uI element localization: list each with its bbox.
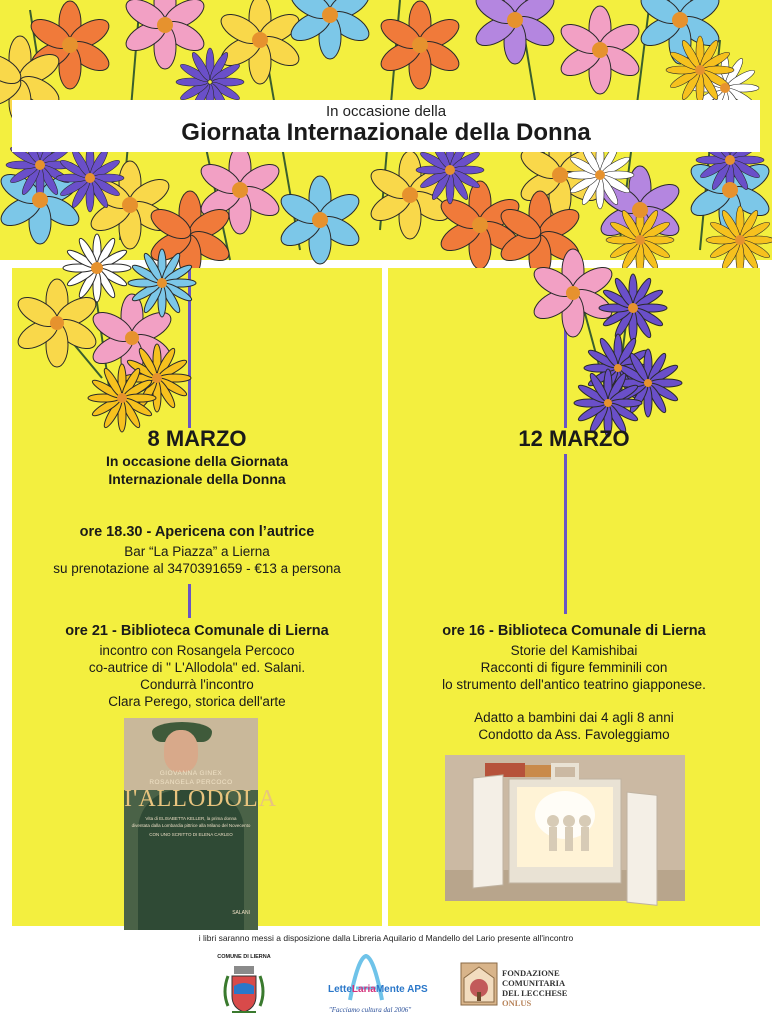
event-apericena-heading: ore 18.30 - Apericena con l’autrice <box>79 524 315 540</box>
left-corner-flowers-icon <box>12 228 192 418</box>
fondazione-line-3: DEL LECCHESE <box>502 988 568 998</box>
fondazione-line-2: COMUNITARIA <box>502 978 566 988</box>
lette-part-3: Mente APS <box>375 984 428 995</box>
book-blurb-2: diventata dalla Lombardia pittrice alla Milano del Novecento <box>131 823 251 828</box>
event-apericena-booking: su prenotazione al 3470391659 - €13 a persona <box>53 561 341 576</box>
lette-part-2: Laria <box>351 984 376 995</box>
kamishibai-theatre-photo <box>445 755 685 901</box>
date-8-marzo: 8 MARZO <box>147 426 247 451</box>
header-subtitle: In occasione della <box>325 103 447 120</box>
event-biblioteca-line-4: Clara Perego, storica dell'arte <box>108 694 286 709</box>
event-kamishibai-line-2: Racconti di figure femminili con <box>480 660 668 675</box>
fondazione-name <box>502 968 567 1008</box>
lette-part-1: Lette <box>328 984 352 995</box>
title-band <box>12 100 760 152</box>
event-kamishibai-line-1: Storie del Kamishibai <box>510 643 638 658</box>
fondazione-line-4: ONLUS <box>502 998 532 1008</box>
kamishibai-theatre-icon <box>445 755 685 901</box>
lettelariamente-name <box>328 984 428 995</box>
event-biblioteca-line-1: incontro con Rosangela Percoco <box>99 643 295 658</box>
event-kamishibai-heading: ore 16 - Biblioteca Comunale di Lierna <box>442 623 706 639</box>
comune-title: COMUNE DI LIERNA <box>217 954 271 960</box>
panel-8-marzo <box>12 268 382 926</box>
event-biblioteca-heading: ore 21 - Biblioteca Comunale di Lierna <box>65 623 329 639</box>
book-cover-image <box>124 718 277 930</box>
book-publisher: SALANI <box>232 910 250 916</box>
event-kamishibai-line-3: lo strumento dell'antico teatrino giapponese. <box>442 677 706 692</box>
book-title: I'ALLODOLA <box>124 786 277 812</box>
event-kamishibai-line-4: Adatto a bambini dai 4 agli 8 anni <box>474 710 674 725</box>
event-biblioteca-line-2: co-autrice di " L'Allodola" ed. Salani. <box>88 660 306 675</box>
fondazione-line-1: FONDAZIONE <box>502 968 560 978</box>
fondazione-logo-icon <box>460 962 498 1006</box>
panel-12-marzo <box>388 268 760 926</box>
event-apericena-place: Bar “La Piazza” a Lierna <box>124 544 270 559</box>
lettelariamente-tagline: "Facciamo cultura dal 2006" <box>328 1006 412 1014</box>
book-author-2: ROSANGELA PERCOCO <box>149 779 233 786</box>
occasion-line-1: In occasione della Giornata <box>105 453 289 469</box>
comune-lierna-crest-icon <box>220 962 268 1020</box>
event-kamishibai-line-5: Condotto da Ass. Favoleggiamo <box>478 727 670 742</box>
date-12-marzo: 12 MARZO <box>518 426 630 451</box>
right-corner-flowers-icon <box>538 228 678 418</box>
flower-stem-decoration <box>564 454 567 614</box>
book-blurb-1: Vita di ELISABETTA KELLER, la prima donna <box>145 816 237 821</box>
event-biblioteca-line-3: Condurrà l'incontro <box>140 677 254 692</box>
occasion-line-2: Internazionale della Donna <box>108 471 286 487</box>
book-author-1: GIOVANNA GINEX <box>159 770 223 777</box>
lettelariamente-logo-icon <box>344 954 388 1004</box>
book-cover-portrait <box>164 730 198 772</box>
page-title: Giornata Internazionale della Donna <box>181 119 591 146</box>
footer-note: i libri saranno messi a disposizione dalla Libreria Aquilario d Mandello del Lario presente all'incontro <box>198 933 574 943</box>
flower-stem-decoration <box>188 584 191 618</box>
book-blurb-3: CON UNO SCRITTO DI ELENA CARLEO <box>149 832 233 837</box>
